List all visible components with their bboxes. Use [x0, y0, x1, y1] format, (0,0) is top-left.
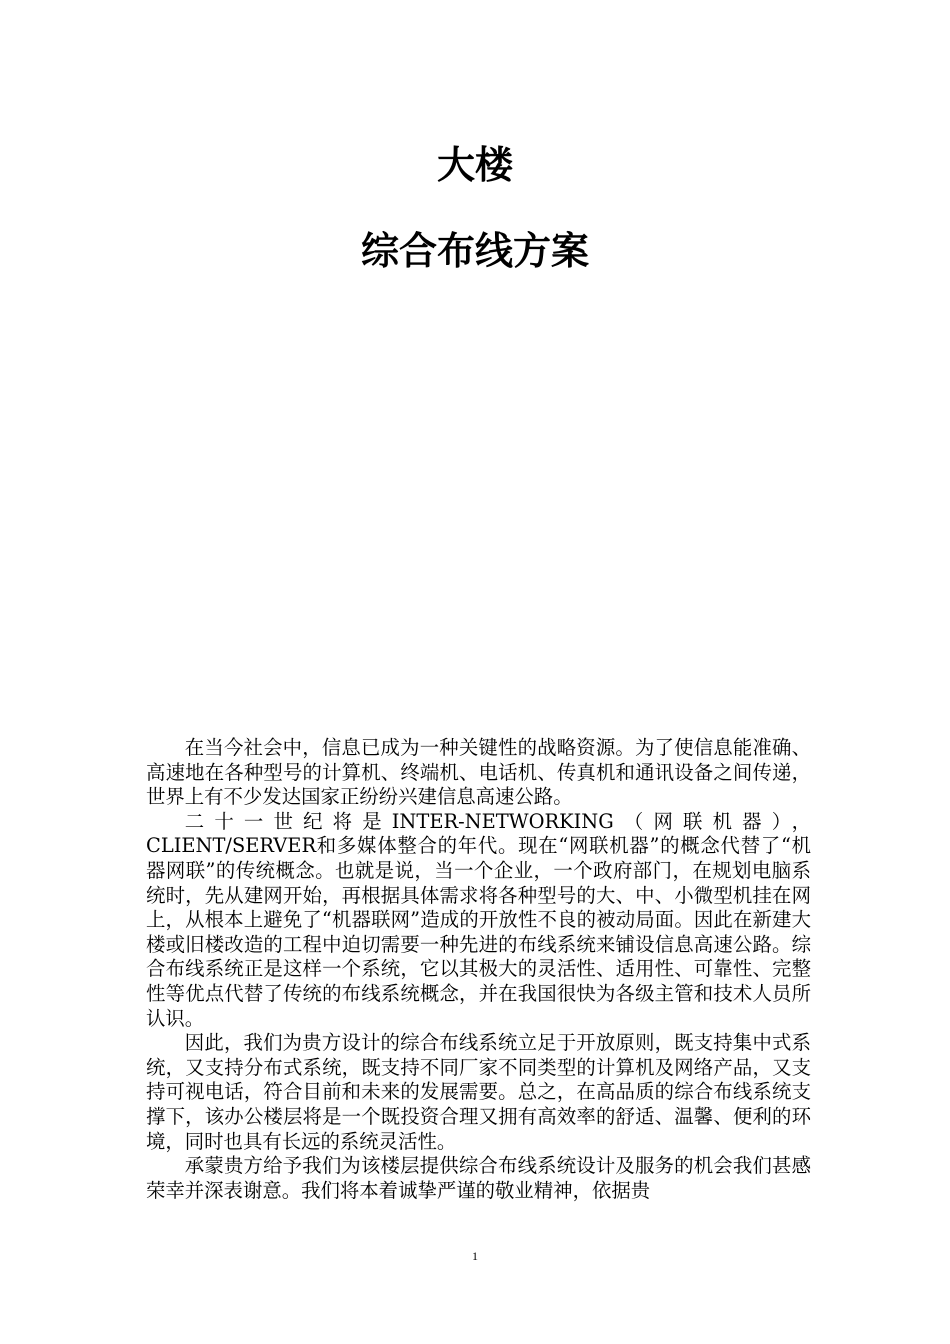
- document-title-line-2: 综合布线方案: [360, 229, 589, 273]
- body-paragraph-4: 承蒙贵方给予我们为该楼层提供综合布线系统设计及服务的机会我们甚感荣幸并深表谢意。我们将本着诚挚严谨的敬业精神，依据贵: [146, 1154, 811, 1202]
- body-paragraph-3: 因此，我们为贵方设计的综合布线系统立足于开放原则，既支持集中式系统，又支持分布式系统，既支持不同厂家不同类型的计算机及网络产品，又支持可视电话，符合目前和未来的发展需要。总之，在高品质的综合布线系统支撑下，该办公楼层将是一个既投资合理又拥有高效率的舒适、温馨、便利的环境，同时也具有长远的系统灵活性。: [146, 1031, 811, 1153]
- document-title-line-1: 大楼: [436, 143, 513, 187]
- body-paragraph-1: 在当今社会中，信息已成为一种关键性的战略资源。为了使信息能准确、高速地在各种型号的计算机、终端机、电话机、传真机和通讯设备之间传递，世界上有不少发达国家正纷纷兴建信息高速公路。: [146, 736, 811, 809]
- document-body: [146, 736, 811, 1203]
- body-paragraph-2: 二十一世纪将是INTER-NETWORKING（网联机器），CLIENT/SERVER和多媒体整合的年代。现在“网联机器”的概念代替了“机器网联”的传统概念。也就是说，当一个企业，一个政府部门，在规划电脑系统时，先从建网开始，再根据具体需求将各种型号的大、中、小微型机挂在网上，从根本上避免了“机器联网”造成的开放性不良的被动局面。因此在新建大楼或旧楼改造的工程中迫切需要一种先进的布线系统来铺设信息高速公路。综合布线系统正是这样一个系统，它以其极大的灵活性、适用性、可靠性、完整性等优点代替了传统的布线系统概念，并在我国很快为各级主管和技术人员所认识。: [146, 809, 811, 1030]
- page-number: 1: [472, 1249, 478, 1263]
